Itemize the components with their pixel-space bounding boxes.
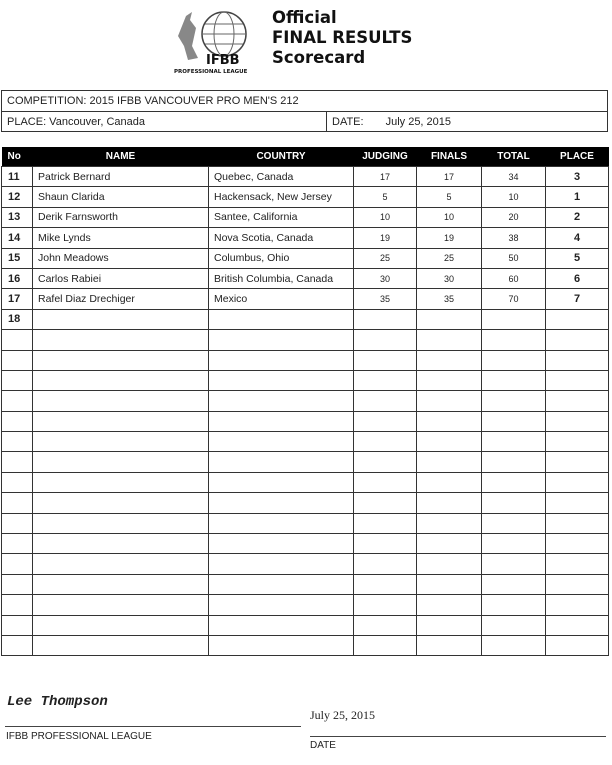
title-line: FINAL RESULTS [272,28,413,47]
empty-cell [33,391,209,411]
empty-cell [482,432,546,452]
empty-cell [209,513,354,533]
empty-cell [2,595,33,615]
empty-cell [354,370,417,390]
empty-cell [482,391,546,411]
empty-cell [354,411,417,431]
cell-total: 20 [482,207,546,227]
empty-cell [209,411,354,431]
ifbb-logo [172,6,264,74]
empty-cell [209,493,354,513]
cell-place: 1 [546,187,609,207]
empty-cell [354,330,417,350]
table-row [2,228,609,248]
cell-judging [354,309,417,329]
empty-cell [482,493,546,513]
cell-place: 5 [546,248,609,268]
empty-cell [417,432,482,452]
cell-no: 14 [2,228,33,248]
date-label: DATE: [332,116,364,128]
empty-cell [2,554,33,574]
empty-cell [546,350,609,370]
cell-finals: 25 [417,248,482,268]
cell-judging: 17 [354,167,417,187]
cell-finals: 5 [417,187,482,207]
cell-judging: 35 [354,289,417,309]
empty-cell [546,574,609,594]
empty-cell [482,330,546,350]
empty-cell [417,534,482,554]
empty-cell [417,513,482,533]
empty-row [2,472,609,492]
empty-cell [546,493,609,513]
empty-cell [546,595,609,615]
cell-country: Columbus, Ohio [209,248,354,268]
cell-finals: 35 [417,289,482,309]
column-header: FINALS [417,147,482,167]
empty-cell [2,635,33,655]
empty-cell [417,472,482,492]
table-row [2,207,609,227]
empty-cell [354,595,417,615]
empty-cell [33,350,209,370]
empty-cell [354,513,417,533]
empty-cell [354,350,417,370]
empty-cell [209,330,354,350]
competition-name: COMPETITION: 2015 IFBB VANCOUVER PRO MEN'S 212 [2,91,607,112]
empty-cell [482,534,546,554]
signature: Lee Thompson [7,694,108,710]
empty-cell [546,472,609,492]
empty-cell [354,615,417,635]
empty-cell [482,452,546,472]
table-row [2,289,609,309]
empty-cell [2,513,33,533]
empty-cell [33,615,209,635]
empty-cell [482,370,546,390]
cell-judging: 10 [354,207,417,227]
empty-row [2,330,609,350]
empty-cell [33,472,209,492]
empty-cell [354,472,417,492]
cell-place: 6 [546,268,609,288]
cell-finals: 30 [417,268,482,288]
empty-cell [546,554,609,574]
empty-cell [354,534,417,554]
empty-cell [482,513,546,533]
empty-cell [417,452,482,472]
column-header: PLACE [546,147,609,167]
empty-cell [354,635,417,655]
empty-row [2,595,609,615]
empty-cell [2,574,33,594]
empty-cell [2,472,33,492]
empty-cell [482,472,546,492]
empty-cell [2,330,33,350]
column-header: No [2,147,33,167]
cell-name: John Meadows [33,248,209,268]
empty-cell [417,411,482,431]
empty-row [2,635,609,655]
empty-cell [482,411,546,431]
empty-cell [33,635,209,655]
column-header: NAME [33,147,209,167]
empty-cell [546,452,609,472]
empty-cell [33,554,209,574]
svg-text:PROFESSIONAL LEAGUE: PROFESSIONAL LEAGUE [174,69,248,74]
empty-cell [33,330,209,350]
cell-country: Nova Scotia, Canada [209,228,354,248]
cell-no: 18 [2,309,33,329]
cell-no: 16 [2,268,33,288]
empty-cell [33,595,209,615]
empty-cell [2,534,33,554]
cell-name: Derik Farnsworth [33,207,209,227]
empty-cell [546,411,609,431]
empty-cell [209,574,354,594]
cell-country: British Columbia, Canada [209,268,354,288]
cell-no: 13 [2,207,33,227]
cell-name: Shaun Clarida [33,187,209,207]
table-row [2,309,609,329]
empty-cell [354,432,417,452]
empty-cell [33,452,209,472]
empty-cell [209,615,354,635]
competition-place: PLACE: Vancouver, Canada [2,112,327,132]
empty-cell [2,452,33,472]
empty-cell [2,411,33,431]
svg-text:IFBB: IFBB [206,53,240,68]
cell-total: 50 [482,248,546,268]
cell-total: 70 [482,289,546,309]
empty-cell [546,370,609,390]
empty-cell [417,595,482,615]
empty-cell [417,574,482,594]
cell-total: 34 [482,167,546,187]
empty-cell [546,635,609,655]
empty-cell [546,534,609,554]
cell-no: 15 [2,248,33,268]
empty-cell [2,350,33,370]
org-label: IFBB PROFESSIONAL LEAGUE [6,731,152,742]
cell-total: 38 [482,228,546,248]
empty-row [2,554,609,574]
column-header: JUDGING [354,147,417,167]
column-header: COUNTRY [209,147,354,167]
empty-cell [482,635,546,655]
empty-cell [33,513,209,533]
results-table [1,147,609,656]
table-row [2,167,609,187]
empty-cell [417,350,482,370]
table-row [2,268,609,288]
empty-cell [546,615,609,635]
empty-cell [354,391,417,411]
empty-row [2,432,609,452]
empty-cell [417,615,482,635]
empty-cell [209,370,354,390]
empty-cell [546,513,609,533]
cell-total: 60 [482,268,546,288]
empty-cell [209,534,354,554]
table-row [2,187,609,207]
empty-cell [417,391,482,411]
empty-cell [2,493,33,513]
cell-country: Hackensack, New Jersey [209,187,354,207]
empty-row [2,534,609,554]
empty-cell [2,432,33,452]
cell-place: 3 [546,167,609,187]
empty-row [2,391,609,411]
signed-date: July 25, 2015 [310,708,376,722]
empty-cell [209,391,354,411]
date-line [310,736,606,737]
cell-country: Quebec, Canada [209,167,354,187]
empty-row [2,411,609,431]
cell-finals: 10 [417,207,482,227]
empty-row [2,350,609,370]
empty-cell [33,411,209,431]
empty-cell [33,534,209,554]
cell-name [33,309,209,329]
cell-place: 4 [546,228,609,248]
empty-row [2,493,609,513]
empty-cell [2,391,33,411]
empty-cell [417,493,482,513]
empty-cell [209,452,354,472]
empty-cell [546,391,609,411]
empty-cell [2,370,33,390]
cell-no: 17 [2,289,33,309]
competition-date [327,112,451,132]
cell-judging: 19 [354,228,417,248]
empty-cell [33,493,209,513]
empty-cell [2,615,33,635]
empty-row [2,574,609,594]
title-line: Scorecard [272,48,366,67]
date-footer-label: DATE [310,740,336,751]
empty-cell [354,574,417,594]
cell-place [546,309,609,329]
empty-cell [546,432,609,452]
cell-name: Rafel Diaz Drechiger [33,289,209,309]
empty-cell [209,350,354,370]
empty-cell [546,330,609,350]
empty-cell [482,574,546,594]
empty-row [2,370,609,390]
empty-cell [209,472,354,492]
empty-cell [482,615,546,635]
empty-cell [354,554,417,574]
cell-name: Patrick Bernard [33,167,209,187]
empty-row [2,615,609,635]
cell-place: 7 [546,289,609,309]
cell-finals: 19 [417,228,482,248]
cell-judging: 25 [354,248,417,268]
competition-info [1,90,608,132]
cell-finals [417,309,482,329]
empty-cell [417,370,482,390]
empty-cell [417,554,482,574]
cell-name: Mike Lynds [33,228,209,248]
empty-row [2,452,609,472]
empty-cell [482,595,546,615]
cell-judging: 30 [354,268,417,288]
empty-cell [417,330,482,350]
cell-total: 10 [482,187,546,207]
empty-cell [209,595,354,615]
cell-no: 12 [2,187,33,207]
empty-cell [482,350,546,370]
empty-row [2,513,609,533]
signature-line [5,726,301,727]
empty-cell [354,493,417,513]
cell-country [209,309,354,329]
empty-cell [417,635,482,655]
cell-place: 2 [546,207,609,227]
empty-cell [33,370,209,390]
cell-judging: 5 [354,187,417,207]
empty-cell [354,452,417,472]
empty-cell [209,432,354,452]
empty-cell [209,554,354,574]
date-value: July 25, 2015 [385,116,452,128]
cell-name: Carlos Rabiei [33,268,209,288]
table-row [2,248,609,268]
empty-cell [33,432,209,452]
cell-country: Santee, California [209,207,354,227]
title-line: Official [272,8,337,27]
cell-finals: 17 [417,167,482,187]
cell-total [482,309,546,329]
document-title [272,8,412,68]
empty-cell [33,574,209,594]
cell-country: Mexico [209,289,354,309]
column-header: TOTAL [482,147,546,167]
empty-cell [209,635,354,655]
cell-no: 11 [2,167,33,187]
empty-cell [482,554,546,574]
